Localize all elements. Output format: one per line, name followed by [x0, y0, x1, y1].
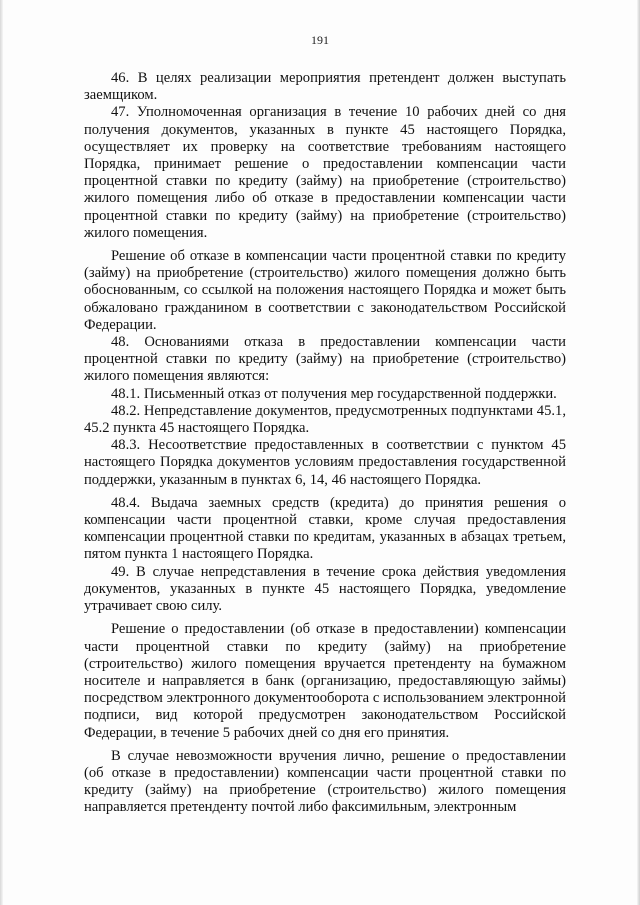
- paragraph-47-refusal: Решение об отказе в компенсации части процентной ставки по кредиту (займу) на приобретение (строительство) жилого помещения должно быть обоснованным, со ссылкой на положения настоящего Порядка и может быть обжаловано гражданином в соответствии с законодательством Российской Федерации.: [84, 248, 566, 333]
- paragraph-46: 46. В целях реализации мероприятия претендент должен выступать заемщиком.: [84, 70, 566, 104]
- document-body: [84, 70, 566, 817]
- paragraph-48-1: 48.1. Письменный отказ от получения мер государственной поддержки.: [111, 385, 557, 402]
- paragraph-48-4: 48.4. Выдача заемных средств (кредита) до принятия решения о компенсации части процентной ставки, кроме случая предоставления компенсации процентной ставки по кредитам, указанных в абзацах третьем, пятом пункта 1 настоящего Порядка.: [84, 494, 566, 563]
- paragraph-48-3: 48.3. Несоответствие предоставленных в соответствии с пунктом 45 настоящего Порядка документов условиям предоставления государственной поддержки, указанным в пунктах 6, 14, 46 настоящего Порядка.: [84, 437, 566, 488]
- paragraph-49-decision: Решение о предоставлении (об отказе в предоставлении) компенсации части процентной ставки по кредиту (займу) на приобретение (строительство) жилого помещения вручается претенденту на бумажном носителе и направляется в банк (организацию, предоставляющую займы) посредством электронного документооборота с использованием электронной подписи, вид которой предусмотрен законодательством Российской Федерации, в течение 5 рабочих дней со дня его принятия.: [84, 621, 566, 741]
- paragraph-49-delivery: В случае невозможности вручения лично, решение о предоставлении (об отказе в предоставлении) компенсации части процентной ставки по кредиту (займу) на приобретение (строительство) жилого помещения направляется претенденту почтой либо факсимильным, электронным: [84, 747, 566, 816]
- paragraph-48-2: 48.2. Непредставление документов, предусмотренных подпунктами 45.1, 45.2 пункта 45 настоящего Порядка.: [84, 402, 566, 437]
- paragraph-49: 49. В случае непредставления в течение срока действия уведомления документов, указанных в пункте 45 настоящего Порядка, уведомление утрачивает свою силу.: [84, 563, 566, 615]
- page-left-edge: [0, 0, 3, 905]
- paragraph-47: 47. Уполномоченная организация в течение 10 рабочих дней со дня получения документов, указанных в пункте 45 настоящего Порядка, осуществляет их проверку на соответствие требованиям настоящего Порядка, принимает решение о предоставлении компенсации части процентной ставки по кредиту (займу) на приобретение (строительство) жилого помещения либо об отказе в предоставлении компенсации части процентной ставки по кредиту (займу) на приобретение (строительство) жилого помещения.: [84, 104, 566, 241]
- page-number: 191: [311, 33, 329, 47]
- paragraph-48: 48. Основаниями отказа в предоставлении компенсации части процентной ставки по кредиту (займу) на приобретение (строительство) жилого помещения являются:: [84, 334, 566, 385]
